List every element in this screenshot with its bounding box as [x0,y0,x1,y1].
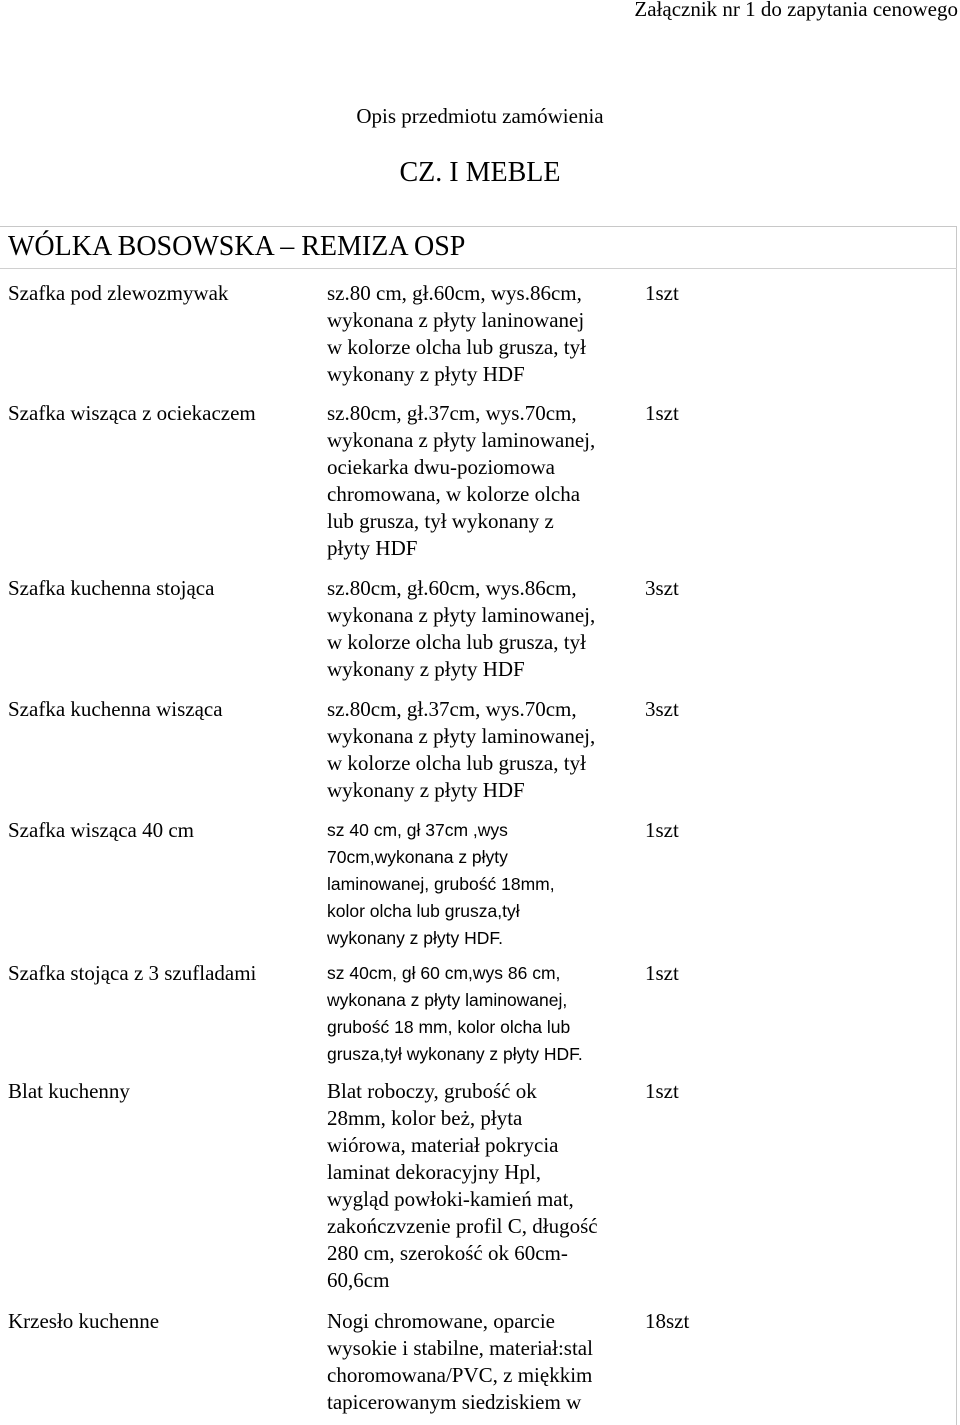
description-line: kolor olcha lub grusza,tył [327,901,520,921]
item-name: Szafka pod zlewozmywak [8,281,229,305]
part-title: CZ. I MEBLE [399,157,561,188]
description-line: płyty HDF [327,536,418,560]
description-line: w kolorze olcha lub grusza, tył [327,630,586,654]
description-line: wykonana z płyty laminowanej, [327,990,568,1010]
item-name: Szafka wisząca 40 cm [8,818,194,842]
description-line: 70cm,wykonana z płyty [327,847,508,867]
description-line: wiórowa, materiał pokrycia [327,1133,559,1157]
item-description [327,960,637,1068]
description-line: chromowana, w kolorze olcha [327,482,581,506]
description-line: laminat dekoracyjny Hpl, [327,1160,542,1184]
item-description [327,1078,637,1294]
item-quantity: 3szt [645,576,679,600]
description-line: wykonana z płyty laminowanej, [327,724,596,748]
description-line: grusza,tył wykonany z płyty HDF. [327,1044,583,1064]
description-line: 28mm, kolor beż, płyta [327,1106,523,1130]
description-line: ociekarka dwu-poziomowa [327,455,555,479]
description-line: w kolorze olcha lub grusza, tył [327,751,586,775]
attachment-note: Załącznik nr 1 do zapytania cenowego [634,0,958,21]
description-line: laminowanej, grubość 18mm, [327,874,555,894]
description-line: tapicerowanym siedziskiem w [327,1390,582,1414]
description-line: sz.80cm, gł.60cm, wys.86cm, [327,576,577,600]
location-heading: WÓLKA BOSOWSKA – REMIZA OSP [8,231,466,262]
description-line: wysokie i stabilne, materiał:stal [327,1336,593,1360]
description-line: wykonany z płyty HDF [327,778,525,802]
item-description [327,575,637,683]
description-line: sz.80 cm, gł.60cm, wys.86cm, [327,281,582,305]
item-quantity: 1szt [645,281,679,305]
description-line: Nogi chromowane, oparcie [327,1309,555,1333]
item-name: Szafka kuchenna stojąca [8,576,215,600]
table-separator [0,268,957,269]
description-line: 60,6cm [327,1268,390,1292]
item-quantity: 1szt [645,1079,679,1103]
description-line: wygląd powłoki-kamień mat, [327,1187,574,1211]
description-line: grubość 18 mm, kolor olcha lub [327,1017,571,1037]
description-line: lub grusza, tył wykonany z [327,509,554,533]
description-line: 280 cm, szerokość ok 60cm- [327,1241,568,1265]
item-quantity: 1szt [645,961,679,985]
item-name: Szafka stojąca z 3 szufladami [8,961,257,985]
description-line: zakończvzenie profil C, długość [327,1214,598,1238]
item-description [327,817,637,952]
item-quantity: 3szt [645,697,679,721]
item-name: Szafka kuchenna wisząca [8,697,223,721]
item-quantity: 18szt [645,1309,690,1333]
item-name: Krzesło kuchenne [8,1309,160,1333]
item-quantity: 1szt [645,401,679,425]
description-line: wykonana z płyty laminowanej, [327,428,596,452]
description-line: sz 40cm, gł 60 cm,wys 86 cm, [327,963,561,983]
item-description [327,696,637,804]
item-quantity: 1szt [645,818,679,842]
description-line: w kolorze olcha lub grusza, tył [327,335,586,359]
description-line: wykonana z płyty laminowanej, [327,603,596,627]
description-line: sz 40 cm, gł 37cm ,wys [327,820,508,840]
document-subtitle: Opis przedmiotu zamówienia [356,104,604,128]
description-line: wykonany z płyty HDF. [327,928,504,948]
description-line: wykonany z płyty HDF [327,362,525,386]
description-line: sz.80cm, gł.37cm, wys.70cm, [327,697,577,721]
description-line: sz.80cm, gł.37cm, wys.70cm, [327,401,577,425]
description-line: wykonany z płyty HDF [327,657,525,681]
item-description [327,1308,637,1416]
description-line: Blat roboczy, grubość ok [327,1079,537,1103]
description-line: wykonana z płyty laninowanej [327,308,585,332]
item-name: Blat kuchenny [8,1079,130,1103]
description-line: choromowana/PVC, z miękkim [327,1363,593,1387]
item-description [327,400,637,562]
item-description [327,280,637,388]
item-name: Szafka wisząca z ociekaczem [8,401,256,425]
